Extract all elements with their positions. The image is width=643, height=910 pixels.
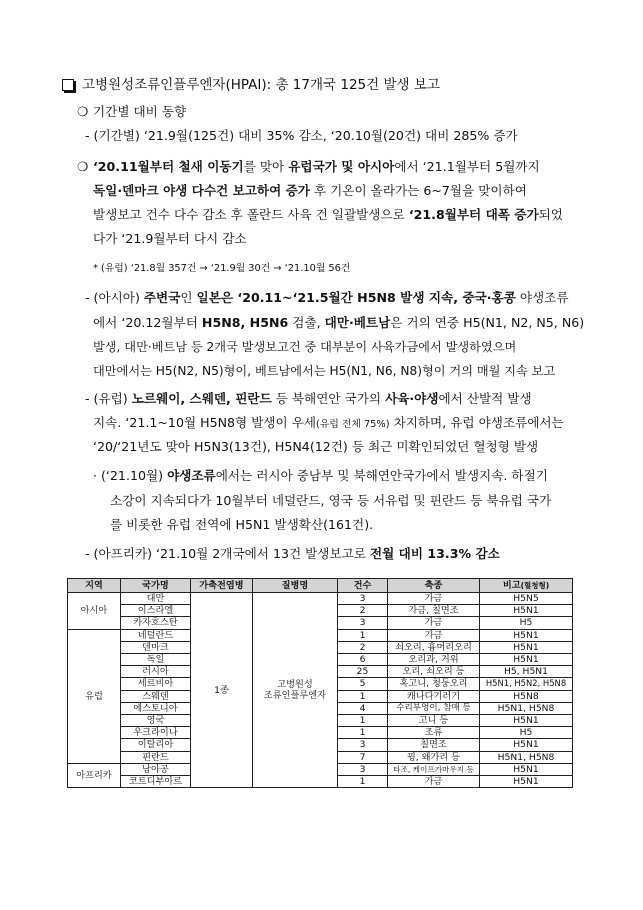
season-line-3: 발생보고 건수 다수 감소 후 폴란드 사육 건 일괄발생으로 ‘21.8월부터 대폭 증가되었 <box>93 207 563 222</box>
wild-line-2: 소강이 지속되다가 10월부터 네덜란드, 영국 등 서유럽 및 핀란드 등 북유럽 국가 <box>110 493 552 508</box>
header-region: 지역 <box>68 579 121 593</box>
table-row: 덴마크 2 쇠오리, 흉머리오리 H5N1 <box>68 641 573 653</box>
table-row: 에스토니아 4 수리부엉이, 참매 등 H5N1, H5N8 <box>68 702 573 714</box>
table-row: 이탈리아 3 칠면조 H5N1 <box>68 739 573 751</box>
disease-class-cell: 1종 <box>191 593 253 788</box>
header-species: 축종 <box>388 579 480 593</box>
table-row: 스웨덴 1 캐나다기러기 H5N8 <box>68 690 573 702</box>
hollow-circle-icon: ❍ <box>77 159 89 174</box>
table-row: 카자흐스탄 3 가금 H5 <box>68 617 573 629</box>
header-disease-name: 질병명 <box>253 579 338 593</box>
europe-line-3: ‘20/‘21년도 맞아 H5N3(13건), H5N4(12건) 등 최근 미확인되었던 혈청형 발생 <box>93 439 539 454</box>
header-note: 비고(혈청형) <box>480 579 573 593</box>
table-row: 아프리카 남아공 3 타조, 케이프가마우지 등 H5N1 <box>68 763 573 775</box>
table-row: 코트디부아르 1 가금 H5N1 <box>68 776 573 788</box>
europe-line-1: - (유럽) 노르웨이, 스웨덴, 핀란드 등 북해연안 국가의 사육·야생에서 산발적 발생 <box>85 391 532 406</box>
asia-line-3: 발생, 대만·베트남 등 2개국 발생보고건 중 대부분이 사육가금에서 발생하였으며 <box>93 340 517 354</box>
wild-line-3: 를 비롯한 유럽 전역에 H5N1 발생확산(161건). <box>110 517 374 532</box>
table-row: 영국 1 고니 등 H5N1 <box>68 715 573 727</box>
period-line: - (기간별) ‘21.9월(125건) 대비 35% 감소, ‘20.10월(20건) 대비 285% 증가 <box>85 128 518 143</box>
header-count: 건수 <box>338 579 388 593</box>
header-disease-class: 가축전염병 <box>191 579 253 593</box>
table-row: 러시아 25 오리, 쇠오리 등 H5, H5N1 <box>68 666 573 678</box>
region-cell-europe: 유럽 <box>68 629 121 763</box>
heading-text: 고병원성조류인플루엔자(HPAI): 총 17개국 125건 발생 보고 <box>82 77 440 93</box>
table-header-row <box>68 579 573 593</box>
hollow-circle-icon: ❍ <box>77 104 89 119</box>
table-row: 우크라이나 1 조류 H5 <box>68 727 573 739</box>
checkbox-square-icon <box>62 79 74 91</box>
asia-line-2: 에서 ‘20.12월부터 H5N8, H5N6 검출, 대만·베트남은 거의 연중 H5(N1, N2, N5, N6) <box>93 315 585 330</box>
report-heading <box>62 77 440 93</box>
europe-line-2: 지속. ‘21.1~10월 H5N8형 발생이 우세(유럽 전체 75%) 차지하며, 유럽 야생조류에서는 <box>93 415 564 430</box>
wild-line-1: · (‘21.10월) 야생조류에서는 러시아 중남부 및 북해연안국가에서 발생지속. 하절기 <box>93 468 548 483</box>
season-line-2: 독일·덴마크 야생 다수건 보고하여 증가 후 기온이 올라가는 6~7월을 맞이하여 <box>93 183 527 198</box>
period-subtitle: ❍ 기간별 대비 동향 <box>77 104 187 119</box>
asia-line-1: - (아시아) 주변국인 일본은 ‘20.11~‘21.5월간 H5N8 발생 지속, 중국·홍콩 야생조류 <box>85 290 569 305</box>
africa-line: - (아프리카) ‘21.10월 2개국에서 13건 발생보고로 전월 대비 13.3% 감소 <box>85 546 500 561</box>
season-line-1: ❍ ‘20.11월부터 철새 이동기를 맞아 유럽국가 및 아시아에서 ‘21.1월부터 5월까지 <box>77 159 540 174</box>
season-line-4: 다가 ‘21.9월부터 다시 감소 <box>93 231 247 246</box>
table-row: 세르비아 5 혹고니, 청둥오리 H5N1, H5N2, H5N8 <box>68 678 573 690</box>
table-row: 독일 6 오리과, 거위 H5N1 <box>68 654 573 666</box>
table-row: 유럽 네덜란드 1 가금 H5N1 <box>68 629 573 641</box>
table-row: 핀란드 7 꿩, 왜가리 등 H5N1, H5N8 <box>68 751 573 763</box>
region-cell-asia: 아시아 <box>68 593 121 630</box>
outbreak-table <box>67 578 573 788</box>
season-footnote: * (유럽) ‘21.8월 357건 → ‘21.9월 30건 → ‘21.10월 56건 <box>93 263 351 274</box>
region-cell-africa: 아프리카 <box>68 763 121 787</box>
header-country: 국가명 <box>121 579 191 593</box>
disease-name-cell: 고병원성 조류인플루엔자 <box>253 593 338 788</box>
table-row: 이스라엘 2 가금, 칠면조 H5N1 <box>68 605 573 617</box>
table-row: 아시아 대만 1종 고병원성 조류인플루엔자 3 가금 H5N5 <box>68 593 573 605</box>
asia-line-4: 대만에서는 H5(N2, N5)형이, 베트남에서는 H5(N1, N6, N8)형이 거의 매월 지속 보고 <box>93 364 556 378</box>
